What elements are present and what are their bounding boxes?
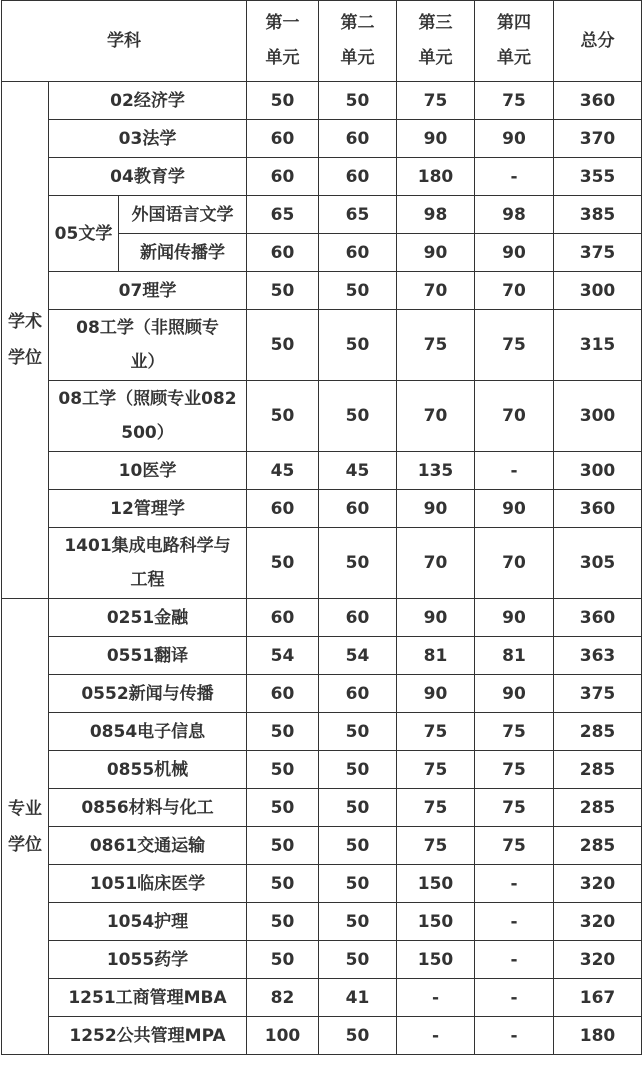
score-u1: 50 xyxy=(247,82,319,120)
score-u3: 150 xyxy=(397,903,475,941)
subject-name xyxy=(49,528,247,599)
subject-name: 02经济学 xyxy=(49,82,247,120)
score-u4: - xyxy=(475,903,554,941)
subject-name-line-2: 工程 xyxy=(130,570,165,590)
table-row xyxy=(2,158,642,196)
score-total: 360 xyxy=(554,599,642,637)
score-u2: 41 xyxy=(319,979,397,1017)
subject-name xyxy=(49,310,247,381)
score-u1: 50 xyxy=(247,865,319,903)
score-u2: 60 xyxy=(319,158,397,196)
subject-name-line-1: 1401集成电路科学与 xyxy=(64,536,231,556)
score-total: 360 xyxy=(554,82,642,120)
header-unit-3-line-2: 单元 xyxy=(418,48,453,68)
table-row xyxy=(2,637,642,675)
score-u1: 50 xyxy=(247,751,319,789)
table-row xyxy=(2,82,642,120)
score-u1: 60 xyxy=(247,675,319,713)
score-u2: 50 xyxy=(319,751,397,789)
score-u4: 70 xyxy=(475,528,554,599)
score-u2: 50 xyxy=(319,381,397,452)
score-u2: 54 xyxy=(319,637,397,675)
score-total: 300 xyxy=(554,272,642,310)
score-u2: 50 xyxy=(319,1017,397,1055)
score-u3: 150 xyxy=(397,941,475,979)
score-u4: 75 xyxy=(475,789,554,827)
score-u1: 50 xyxy=(247,272,319,310)
table-row xyxy=(2,979,642,1017)
table-row xyxy=(2,827,642,865)
header-unit-3 xyxy=(397,1,475,82)
table-row xyxy=(2,120,642,158)
score-u3: 90 xyxy=(397,599,475,637)
score-u2: 60 xyxy=(319,234,397,272)
score-u2: 50 xyxy=(319,789,397,827)
score-u4: 90 xyxy=(475,120,554,158)
score-total: 285 xyxy=(554,789,642,827)
subject-name-line-2: 业） xyxy=(130,352,165,372)
score-total: 285 xyxy=(554,751,642,789)
table-row xyxy=(2,789,642,827)
score-total: 305 xyxy=(554,528,642,599)
score-u4: 98 xyxy=(475,196,554,234)
score-u4: - xyxy=(475,452,554,490)
table-row xyxy=(2,452,642,490)
table-row xyxy=(2,528,642,599)
score-total: 363 xyxy=(554,637,642,675)
score-u4: - xyxy=(475,1017,554,1055)
score-u4: 75 xyxy=(475,827,554,865)
subject-name: 1054护理 xyxy=(49,903,247,941)
score-u4: 75 xyxy=(475,751,554,789)
score-total: 285 xyxy=(554,713,642,751)
category-academic-line-2: 学位 xyxy=(8,348,42,368)
score-u3: 75 xyxy=(397,751,475,789)
header-unit-2-line-2: 单元 xyxy=(340,48,375,68)
score-u3: 90 xyxy=(397,234,475,272)
header-unit-3-line-1: 第三 xyxy=(418,13,453,33)
score-u3: 70 xyxy=(397,272,475,310)
score-u4: 75 xyxy=(475,82,554,120)
score-u2: 50 xyxy=(319,865,397,903)
header-unit-2-line-1: 第二 xyxy=(340,13,375,33)
score-u3: 90 xyxy=(397,120,475,158)
table-row xyxy=(2,599,642,637)
subject-name: 04教育学 xyxy=(49,158,247,196)
score-u1: 50 xyxy=(247,713,319,751)
score-u4: - xyxy=(475,158,554,196)
score-u1: 60 xyxy=(247,158,319,196)
score-u4: 75 xyxy=(475,713,554,751)
score-total: 300 xyxy=(554,381,642,452)
score-total: 385 xyxy=(554,196,642,234)
table-row xyxy=(2,490,642,528)
score-u3: - xyxy=(397,979,475,1017)
score-u1: 100 xyxy=(247,1017,319,1055)
subject-name-line-1: 08工学（照顾专业082 xyxy=(58,389,237,409)
subject-name: 0861交通运输 xyxy=(49,827,247,865)
table-row xyxy=(2,675,642,713)
score-total: 285 xyxy=(554,827,642,865)
subject-name: 1055药学 xyxy=(49,941,247,979)
table-row xyxy=(2,713,642,751)
subject-name: 外国语言文学 xyxy=(119,196,247,234)
score-u2: 50 xyxy=(319,82,397,120)
score-u3: 75 xyxy=(397,82,475,120)
header-unit-4 xyxy=(475,1,554,82)
subject-name: 0251金融 xyxy=(49,599,247,637)
score-u4: - xyxy=(475,979,554,1017)
subject-name: 1251工商管理MBA xyxy=(49,979,247,1017)
score-u1: 50 xyxy=(247,310,319,381)
subject-name: 07理学 xyxy=(49,272,247,310)
score-u2: 45 xyxy=(319,452,397,490)
score-u4: 70 xyxy=(475,272,554,310)
score-u1: 45 xyxy=(247,452,319,490)
score-u1: 50 xyxy=(247,528,319,599)
score-u2: 50 xyxy=(319,272,397,310)
score-u4: - xyxy=(475,865,554,903)
subject-name: 10医学 xyxy=(49,452,247,490)
score-u4: 90 xyxy=(475,234,554,272)
score-u2: 60 xyxy=(319,599,397,637)
score-u2: 50 xyxy=(319,528,397,599)
header-unit-1-line-2: 单元 xyxy=(265,48,300,68)
score-u1: 50 xyxy=(247,941,319,979)
subject-name: 03法学 xyxy=(49,120,247,158)
score-u1: 60 xyxy=(247,234,319,272)
score-total: 375 xyxy=(554,234,642,272)
score-u2: 60 xyxy=(319,675,397,713)
score-u1: 50 xyxy=(247,827,319,865)
score-u3: 98 xyxy=(397,196,475,234)
subject-name: 0855机械 xyxy=(49,751,247,789)
table-row xyxy=(2,381,642,452)
table-row xyxy=(2,941,642,979)
score-u3: - xyxy=(397,1017,475,1055)
score-total: 320 xyxy=(554,865,642,903)
score-u3: 75 xyxy=(397,310,475,381)
score-u3: 90 xyxy=(397,675,475,713)
table-row xyxy=(2,272,642,310)
table-row xyxy=(2,865,642,903)
category-professional-line-1: 专业 xyxy=(8,798,42,819)
table-row xyxy=(2,310,642,381)
score-total: 355 xyxy=(554,158,642,196)
subject-name: 0552新闻与传播 xyxy=(49,675,247,713)
score-u3: 75 xyxy=(397,827,475,865)
subject-name: 12管理学 xyxy=(49,490,247,528)
score-u1: 65 xyxy=(247,196,319,234)
table-row xyxy=(2,903,642,941)
subject-name: 0551翻译 xyxy=(49,637,247,675)
score-total: 300 xyxy=(554,452,642,490)
score-u1: 50 xyxy=(247,381,319,452)
category-academic xyxy=(2,82,49,599)
header-row xyxy=(2,1,642,82)
score-u4: 75 xyxy=(475,310,554,381)
score-u3: 150 xyxy=(397,865,475,903)
score-u2: 60 xyxy=(319,490,397,528)
subject-group-literature: 05文学 xyxy=(49,196,119,272)
score-u3: 70 xyxy=(397,381,475,452)
score-u4: 90 xyxy=(475,490,554,528)
header-subject: 学科 xyxy=(2,1,247,82)
header-unit-1-line-1: 第一 xyxy=(265,13,300,33)
score-u3: 180 xyxy=(397,158,475,196)
subject-name xyxy=(49,381,247,452)
score-u2: 50 xyxy=(319,827,397,865)
score-total: 370 xyxy=(554,120,642,158)
score-u2: 60 xyxy=(319,120,397,158)
score-u1: 50 xyxy=(247,789,319,827)
score-u2: 50 xyxy=(319,903,397,941)
score-total: 320 xyxy=(554,941,642,979)
score-u3: 75 xyxy=(397,789,475,827)
score-u2: 50 xyxy=(319,941,397,979)
subject-name-line-2: 500） xyxy=(121,423,174,443)
header-total: 总分 xyxy=(554,1,642,82)
score-u1: 60 xyxy=(247,120,319,158)
subject-name: 0854电子信息 xyxy=(49,713,247,751)
score-u2: 65 xyxy=(319,196,397,234)
score-u3: 70 xyxy=(397,528,475,599)
header-unit-4-line-1: 第四 xyxy=(497,13,532,33)
score-total: 167 xyxy=(554,979,642,1017)
score-u3: 75 xyxy=(397,713,475,751)
subject-name-line-1: 08工学（非照顾专 xyxy=(76,318,219,338)
subject-name: 1051临床医学 xyxy=(49,865,247,903)
score-u3: 135 xyxy=(397,452,475,490)
score-u4: - xyxy=(475,941,554,979)
subject-name: 新闻传播学 xyxy=(119,234,247,272)
score-u1: 60 xyxy=(247,599,319,637)
table-row xyxy=(2,751,642,789)
score-u4: 70 xyxy=(475,381,554,452)
score-total: 360 xyxy=(554,490,642,528)
category-professional-line-2: 学位 xyxy=(8,834,42,855)
table-row xyxy=(2,196,642,234)
score-u1: 50 xyxy=(247,903,319,941)
score-u1: 54 xyxy=(247,637,319,675)
score-u4: 81 xyxy=(475,637,554,675)
subject-name: 1252公共管理MPA xyxy=(49,1017,247,1055)
score-u1: 82 xyxy=(247,979,319,1017)
score-u4: 90 xyxy=(475,675,554,713)
score-total: 180 xyxy=(554,1017,642,1055)
score-u4: 90 xyxy=(475,599,554,637)
header-unit-2 xyxy=(319,1,397,82)
category-professional xyxy=(2,599,49,1055)
header-unit-4-line-2: 单元 xyxy=(497,48,532,68)
score-u3: 81 xyxy=(397,637,475,675)
table-row xyxy=(2,1017,642,1055)
category-academic-line-1: 学术 xyxy=(8,312,42,332)
score-u2: 50 xyxy=(319,713,397,751)
score-total: 320 xyxy=(554,903,642,941)
score-total: 375 xyxy=(554,675,642,713)
score-u1: 60 xyxy=(247,490,319,528)
score-total: 315 xyxy=(554,310,642,381)
score-u3: 90 xyxy=(397,490,475,528)
score-table xyxy=(1,0,642,1055)
score-u2: 50 xyxy=(319,310,397,381)
header-unit-1 xyxy=(247,1,319,82)
subject-name: 0856材料与化工 xyxy=(49,789,247,827)
